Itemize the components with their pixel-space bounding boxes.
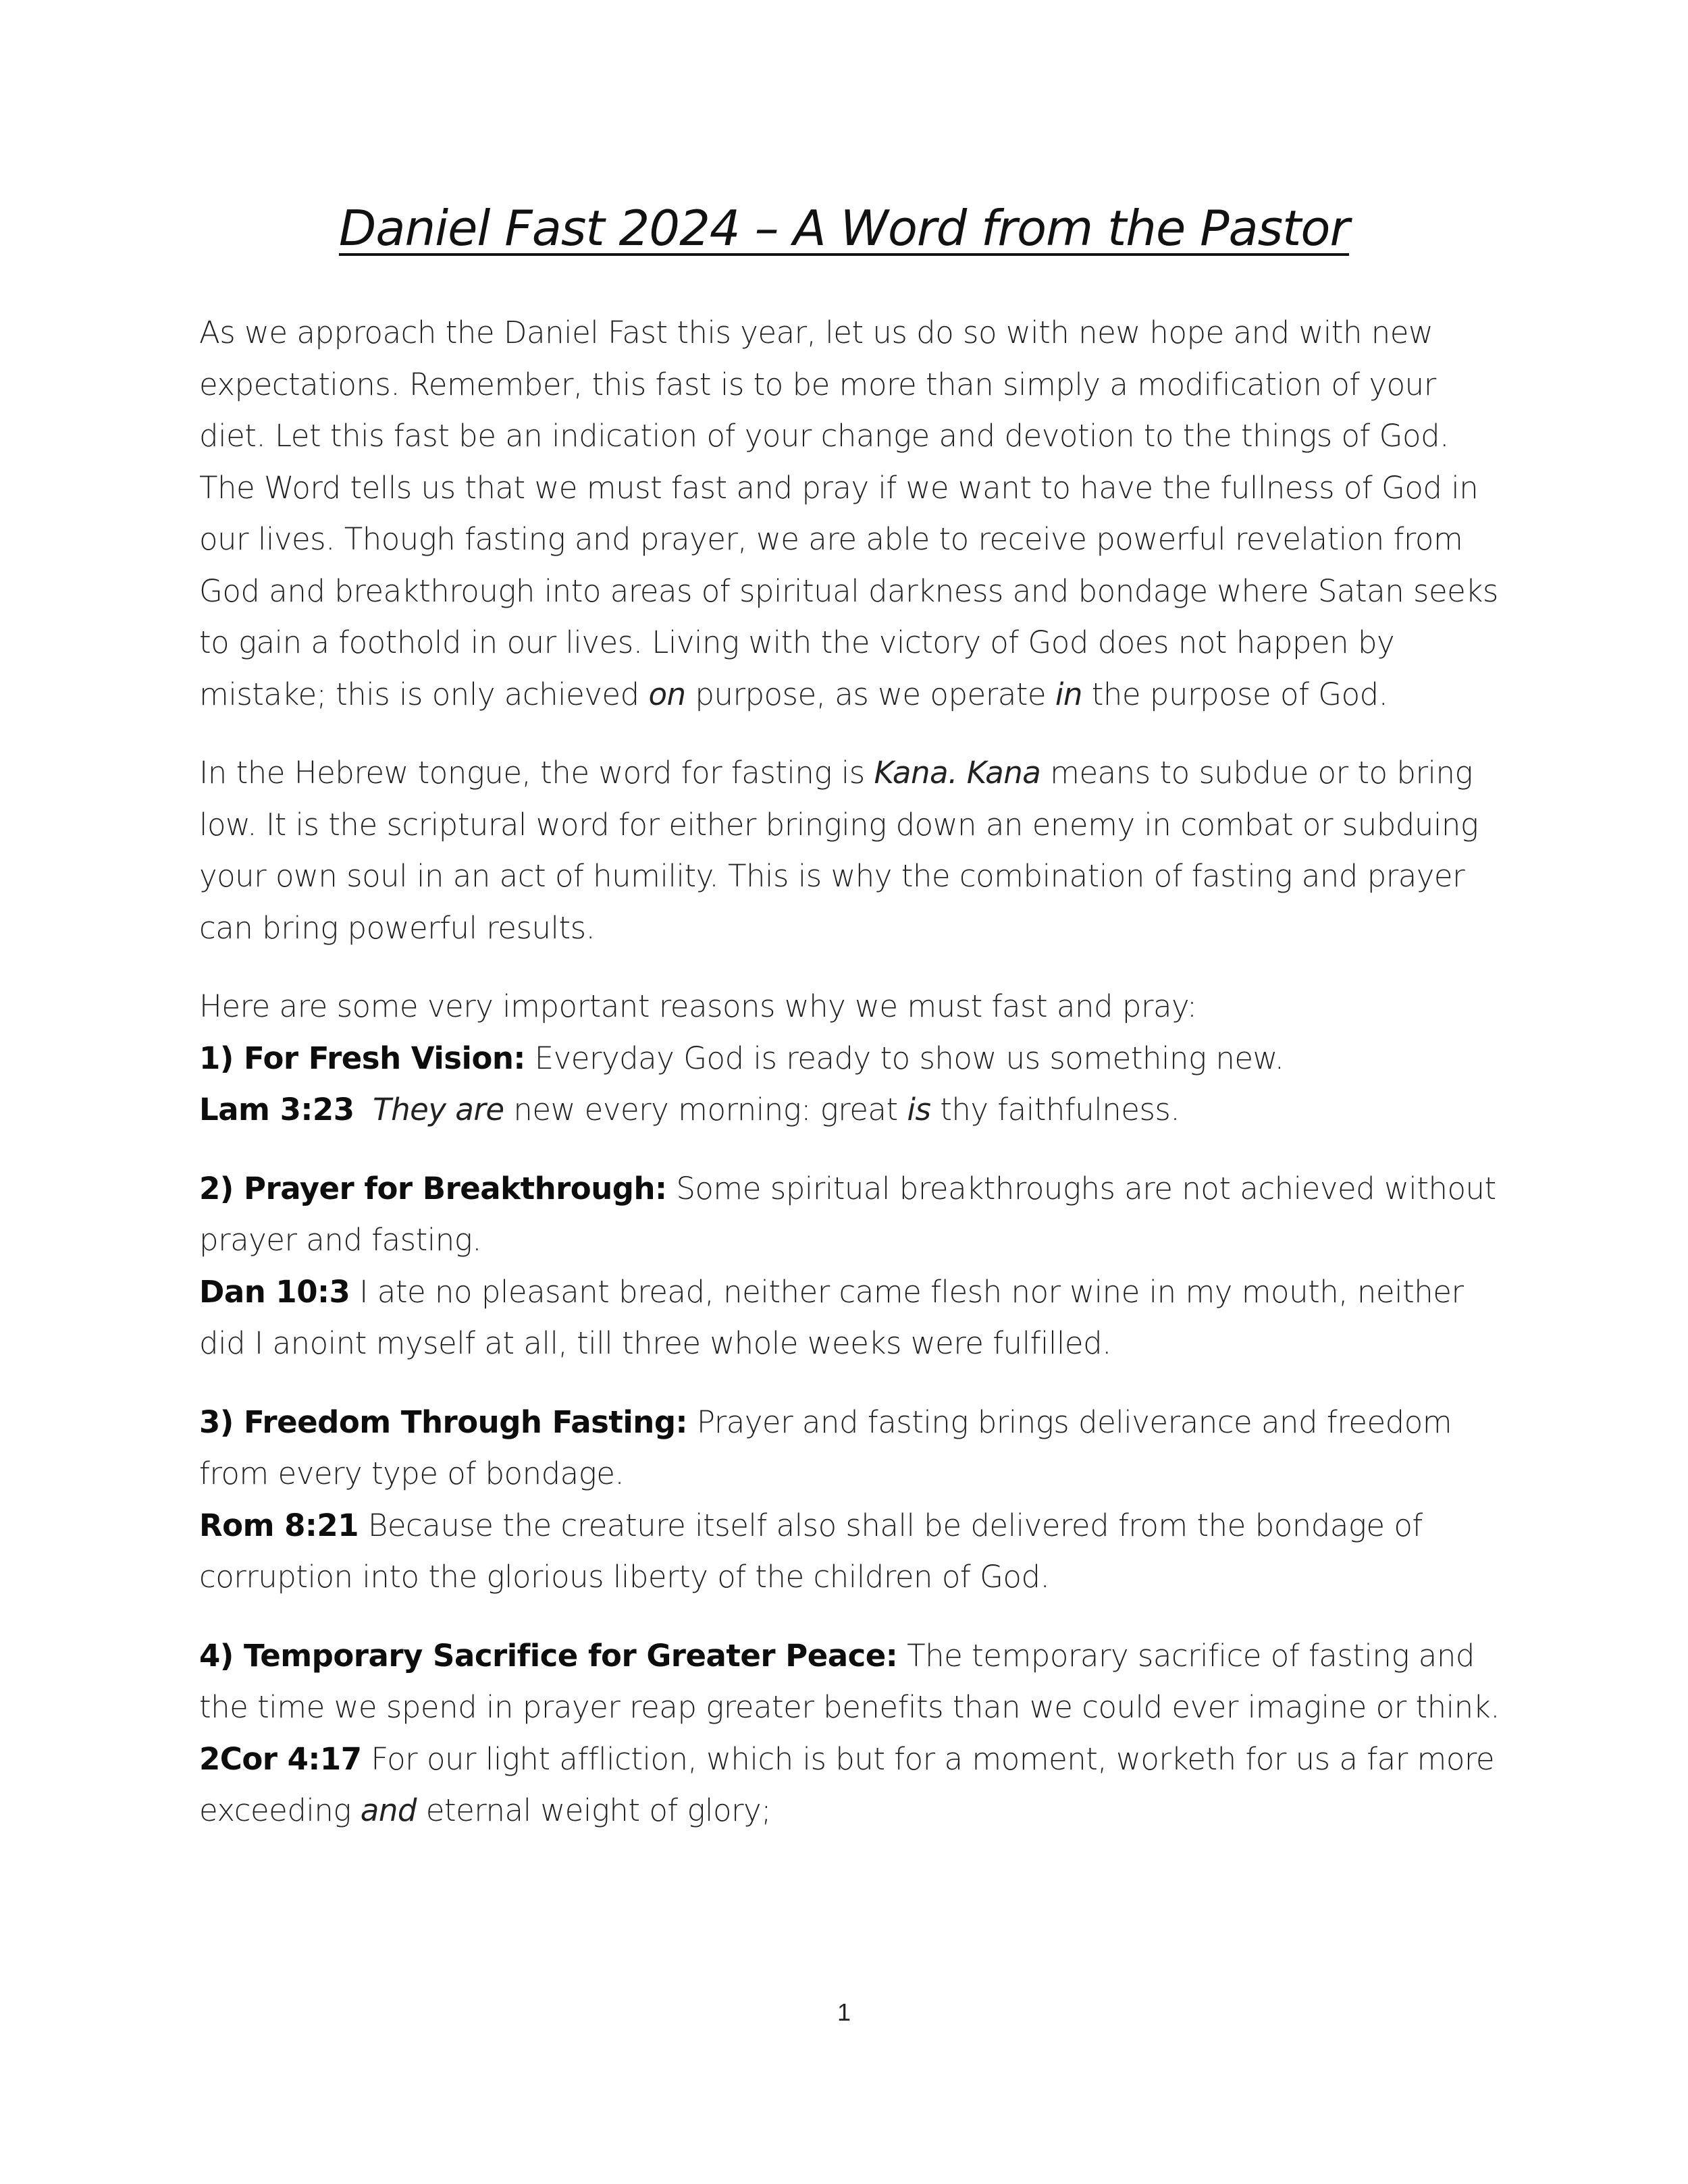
intro-paragraph: [199, 307, 1502, 720]
reason-4-verse-em: and: [360, 1792, 417, 1828]
reasons-lead: Here are some very important reasons why we must fast and pray:: [199, 988, 1197, 1024]
hebrew-text-a: In the Hebrew tongue, the word for fasting is: [199, 755, 865, 791]
reason-2-verse-text: I ate no pleasant bread, neither came flesh nor wine in my mouth, neither did I anoint myself at all, till three whole weeks were fulfilled.: [199, 1273, 1464, 1361]
reason-4: [199, 1630, 1502, 1734]
reason-4-verse-a: For our light affliction, which is but for a moment, worketh for us a far more exceeding: [199, 1740, 1495, 1828]
hebrew-paragraph: [199, 747, 1502, 954]
intro-em-in: in: [1055, 676, 1082, 712]
reason-4-text: The temporary sacrifice of fasting and the time we spend in prayer reap greater benefits than we could ever imagine or think.: [199, 1637, 1500, 1725]
intro-text-c: the purpose of God.: [1091, 676, 1388, 712]
reason-2-verse: [199, 1267, 1502, 1370]
document-body: [199, 307, 1502, 1837]
reason-1-text: Everyday God is ready to show us something new.: [534, 1040, 1284, 1076]
reason-1-verse: [199, 1084, 1502, 1136]
reason-3-label: 3) Freedom Through Fasting:: [199, 1404, 688, 1440]
reason-1: [199, 1033, 1502, 1085]
reason-4-verse-b: eternal weight of glory;: [425, 1792, 771, 1828]
page-number: 1: [837, 1998, 851, 2026]
kana-word-2: Kana: [966, 755, 1041, 791]
kana-word-1: Kana.: [874, 755, 957, 791]
reason-2-ref: Dan 10:3: [199, 1273, 350, 1310]
reason-3-verse: [199, 1500, 1502, 1603]
reason-1-verse-em2: is: [907, 1092, 931, 1127]
page-title: Daniel Fast 2024 – A Word from the Pastor: [338, 200, 1350, 257]
reason-1-verse-em1: They are: [373, 1092, 504, 1127]
reason-3-ref: Rom 8:21: [199, 1507, 359, 1543]
intro-text-b: purpose, as we operate: [695, 676, 1047, 712]
reason-1-verse-b: thy faithfulness.: [940, 1092, 1180, 1127]
reason-4-verse: [199, 1734, 1502, 1837]
reason-3-verse-text: Because the creature itself also shall be delivered from the bondage of corruption into the glorious liberty of the children of God.: [199, 1507, 1423, 1595]
reason-2: [199, 1163, 1502, 1267]
reason-4-label: 4) Temporary Sacrifice for Greater Peace:: [199, 1637, 898, 1674]
reason-2-text: Some spiritual breakthroughs are not achieved without prayer and fasting.: [199, 1170, 1496, 1258]
reason-1-verse-a: new every morning: great: [513, 1092, 898, 1127]
intro-text-a: As we approach the Daniel Fast this year, let us do so with new hope and with new expectations. Remember, this fast is to be more than simply a modification of your diet. Let this fast be an indication of your change and devotion to the things of God. The Word tells us that we must fast and pray if we want to have the fullness of God in our lives. Though fasting and prayer, we are able to receive powerful revelation from God and breakthrough into areas of spiritual darkness and bondage where Satan seeks to gain a foothold in our lives. Living with the victory of God does not happen by mistake; this is only achieved: [199, 315, 1498, 712]
hebrew-text-b: means to subdue or to bring low. It is the scriptural word for either bringing down an enemy in combat or subduing your own soul in an act of humility. This is why the combination of fasting and prayer can bring powerful results.: [199, 755, 1479, 946]
reason-2-label: 2) Prayer for Breakthrough:: [199, 1170, 667, 1206]
reason-1-label: 1) For Fresh Vision:: [199, 1040, 525, 1076]
reason-3-text: Prayer and fasting brings deliverance and freedom from every type of bondage.: [199, 1404, 1452, 1491]
intro-em-on: on: [648, 676, 686, 712]
reason-4-ref: 2Cor 4:17: [199, 1740, 362, 1777]
reason-1-ref: Lam 3:23: [199, 1092, 354, 1127]
reason-3: [199, 1397, 1502, 1500]
